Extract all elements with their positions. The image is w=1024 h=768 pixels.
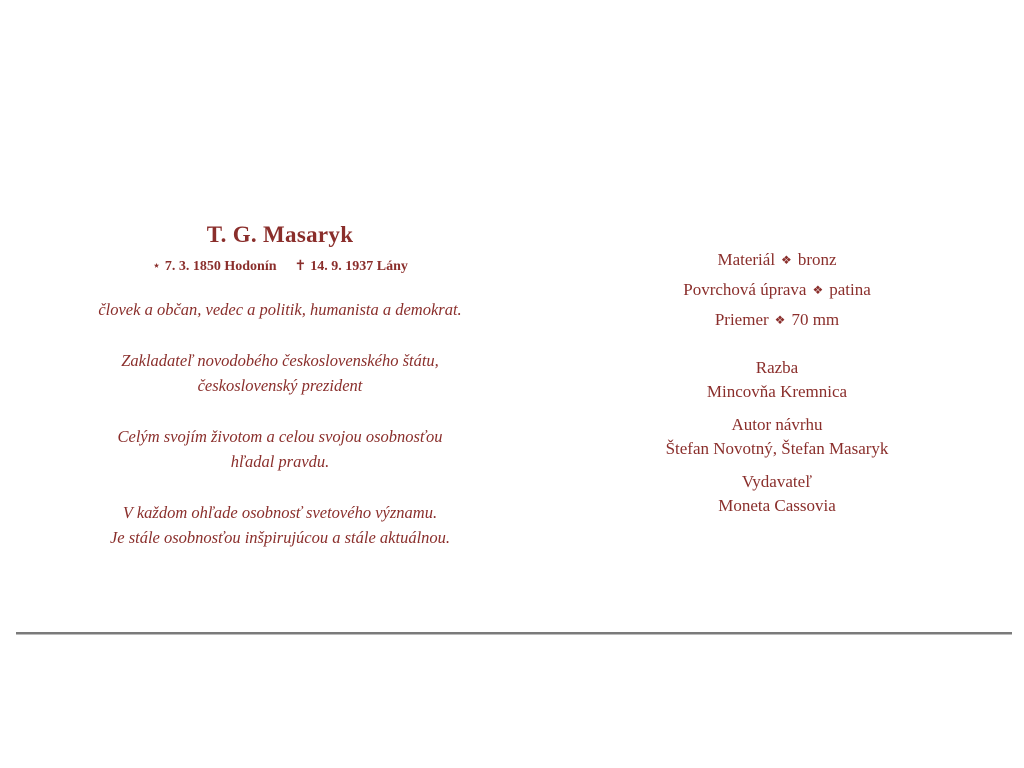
info-card [16, 132, 1012, 634]
spec-label: Materiál [717, 250, 776, 269]
spec-value: patina [829, 280, 871, 299]
bio-line: hľadal pravdu. [230, 452, 330, 471]
author-block [612, 413, 942, 461]
spec-material [612, 248, 942, 272]
bio-line: Celým svojím životom a celou svojou osobnosťou [117, 427, 443, 446]
diamond-separator-icon: ❖ [781, 253, 792, 267]
spec-diameter [612, 308, 942, 332]
star-icon: ⋆ [152, 259, 161, 274]
spec-value: bronz [797, 250, 837, 269]
diamond-separator-icon: ❖ [812, 283, 824, 297]
spec-label: Povrchová úprava [683, 280, 807, 299]
minting-block [612, 356, 942, 404]
minting-label: Razba [755, 358, 799, 377]
bio-line: Je stále osobnosťou inšpirujúcou a stále aktuálnou. [109, 528, 451, 547]
card-title: T. G. Masaryk [206, 222, 354, 247]
specs-column [612, 248, 942, 518]
spec-surface [612, 278, 942, 302]
author-label: Autor návrhu [731, 415, 823, 434]
life-dates [46, 258, 514, 276]
bio-line: človek a občan, vedec a politik, humanista a demokrat. [98, 300, 462, 319]
bio-line: Zakladateľ novodobého československého štátu, [121, 351, 439, 370]
bio-line: československý prezident [197, 376, 363, 395]
biography-column [46, 220, 514, 550]
diamond-separator-icon: ❖ [774, 313, 786, 327]
publisher-block [612, 470, 942, 518]
bio-paragraph-1 [46, 297, 514, 322]
bio-paragraph-3 [46, 424, 514, 474]
birth-date: 7. 3. 1850 Hodonín [164, 259, 277, 274]
publisher-label: Vydavateľ [741, 472, 813, 491]
publisher-value: Moneta Cassovia [718, 496, 836, 515]
bio-line: V každom ohľade osobnosť svetového významu. [122, 503, 438, 522]
author-value: Štefan Novotný, Štefan Masaryk [665, 439, 889, 458]
minting-value: Mincovňa Kremnica [706, 382, 848, 401]
bio-paragraph-2 [46, 348, 514, 398]
spec-label: Priemer [714, 310, 769, 329]
cross-icon: ✝ [294, 259, 307, 274]
death-date: 14. 9. 1937 Lány [310, 259, 408, 274]
spec-value: 70 mm [791, 310, 840, 329]
bio-paragraph-4 [46, 500, 514, 550]
